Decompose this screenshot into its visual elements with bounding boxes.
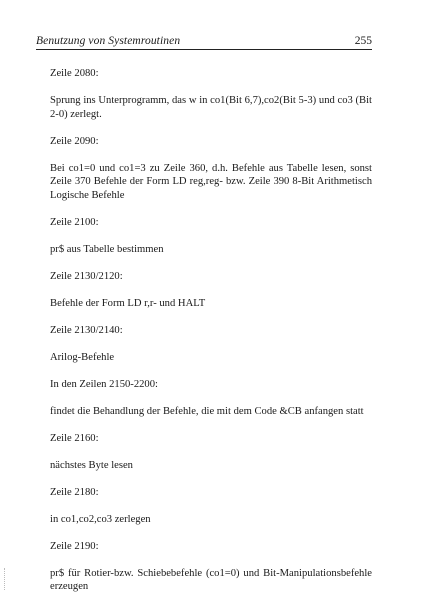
description-2190: pr$ für Rotier-bzw. Schiebebefehle (co1=0) und Bit-Manipulationsbefehle erzeugen xyxy=(50,567,372,593)
line-label-2130-2140: Zeile 2130/2140: xyxy=(50,324,123,336)
page-number: 255 xyxy=(354,35,372,47)
line-label-2090: Zeile 2090: xyxy=(50,135,99,147)
line-label-2150-2200: In den Zeilen 2150-2200: xyxy=(50,378,158,390)
description-2130-2120: Befehle der Form LD r,r- und HALT xyxy=(50,297,206,309)
description-2100: pr$ aus Tabelle bestimmen xyxy=(50,243,164,255)
scan-edge-marks xyxy=(4,568,8,590)
description-2160: nächstes Byte lesen xyxy=(50,459,133,471)
description-2090: Bei co1=0 und co1=3 zu Zeile 360, d.h. Befehle aus Tabelle lesen, sonst Zeile 370 Befehle der Form LD reg,reg- bzw. Zeile 390 8-Bit Arithmetisch Logische Befehle xyxy=(50,162,372,201)
line-label-2160: Zeile 2160: xyxy=(50,432,99,444)
line-label-2080: Zeile 2080: xyxy=(50,68,99,79)
line-label-2180: Zeile 2180: xyxy=(50,486,99,498)
running-header xyxy=(36,33,372,50)
body-text xyxy=(50,67,372,607)
description-2080: Sprung ins Unterprogramm, das w in co1(Bit 6,7),co2(Bit 5-3) und co3 (Bit 2-0) zerlegt. xyxy=(50,94,372,120)
line-label-2190: Zeile 2190: xyxy=(50,540,99,552)
line-label-2100: Zeile 2100: xyxy=(50,216,99,228)
description-2180: in co1,co2,co3 zerlegen xyxy=(50,513,151,525)
description-2130-2140: Arilog-Befehle xyxy=(50,351,115,363)
header-title: Benutzung von Systemroutinen xyxy=(36,35,181,47)
line-label-2130-2120: Zeile 2130/2120: xyxy=(50,270,123,282)
description-2150-2200: findet die Behandlung der Befehle, die mit dem Code &CB anfangen statt xyxy=(50,405,364,417)
